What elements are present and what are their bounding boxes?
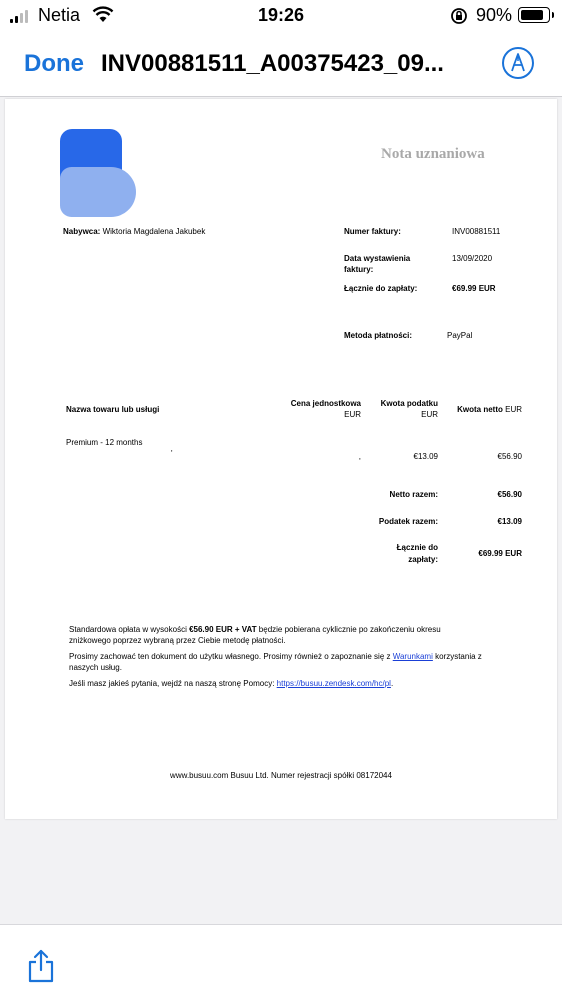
bottom-toolbar xyxy=(0,924,562,1001)
buyer-label: Nabywca: xyxy=(63,227,101,236)
net-total-label: Netto razem: xyxy=(389,490,438,499)
note-recurring-fee xyxy=(69,624,464,646)
tax-total-value: €13.09 xyxy=(497,517,522,526)
column-header-net-currency: EUR xyxy=(505,405,522,414)
item-net: €56.90 xyxy=(497,452,522,461)
issue-date-label-2: faktury: xyxy=(344,265,374,274)
note-text: Prosimy zachować ten dokument do użytku własnego. Prosimy również o zapoznanie się z xyxy=(69,652,393,661)
note-text: Standardowa opłata w wysokości xyxy=(69,625,190,634)
help-link[interactable]: https://busuu.zendesk.com/hc/pl xyxy=(276,679,391,688)
clock: 19:26 xyxy=(257,5,305,25)
navigation-bar xyxy=(0,34,562,97)
grand-total-value: €69.99 EUR xyxy=(478,549,522,558)
tax-total-label: Podatek razem: xyxy=(378,517,438,526)
terms-link[interactable]: Warunkami xyxy=(392,652,433,661)
carrier-name: Netia xyxy=(38,5,81,25)
orientation-lock-icon xyxy=(450,7,468,25)
payment-method-label: Metoda płatności: xyxy=(344,331,413,340)
document-page[interactable] xyxy=(5,99,557,819)
document-footer: www.busuu.com Busuu Ltd. Numer rejestracji spółki 08172044 xyxy=(170,771,392,780)
note-text: . xyxy=(390,679,394,688)
total-due-label: Łącznie do zapłaty: xyxy=(344,284,418,293)
battery-level xyxy=(521,10,543,20)
document-filename: INV00881511_A00375423_09... xyxy=(101,50,444,77)
column-header-tax-currency: EUR xyxy=(421,410,438,419)
item-name: Premium - 12 months xyxy=(66,438,143,447)
buyer-name: Wiktoria Magdalena Jakubek xyxy=(102,227,206,236)
grand-total-label-2: zapłaty: xyxy=(408,555,438,564)
status-bar xyxy=(0,0,562,34)
battery-icon xyxy=(518,7,550,23)
markup-pen-icon xyxy=(510,53,526,73)
net-total-value: €56.90 xyxy=(497,490,522,499)
document-title: Nota uznaniowa xyxy=(381,146,485,162)
column-header-net-label: Kwota netto xyxy=(457,405,503,414)
markup-button[interactable] xyxy=(502,47,534,79)
note-text: będzie pobierana cyklicznie po zakończeniu okresu zniżkowego poprzez wybraną przez Ciebie metodę płatności. xyxy=(69,625,441,645)
item-mark: ' xyxy=(171,449,173,458)
note-price: €56.90 EUR + VAT xyxy=(189,625,257,634)
invoice-number: INV00881511 xyxy=(452,227,501,236)
column-header-unit-price: Cena jednostkowa xyxy=(290,399,361,408)
issue-date: 13/09/2020 xyxy=(452,254,493,263)
note-keep-document xyxy=(69,651,499,673)
share-icon[interactable] xyxy=(27,949,55,983)
busuu-logo xyxy=(60,129,136,217)
column-header-net xyxy=(442,404,522,415)
battery-percent: 90% xyxy=(476,5,513,25)
total-due: €69.99 EUR xyxy=(452,284,496,293)
buyer-line xyxy=(63,226,205,237)
note-help xyxy=(69,678,393,689)
item-tax: €13.09 xyxy=(413,452,438,461)
invoice-number-label: Numer faktury: xyxy=(344,227,401,236)
note-text: korzystania z naszych usług. xyxy=(69,652,482,672)
payment-method: PayPal xyxy=(447,331,473,340)
item-unit-price: , xyxy=(358,452,361,461)
done-button[interactable]: Done xyxy=(24,50,84,77)
note-text: Jeśli masz jakieś pytania, wejdź na naszą stronę Pomocy: xyxy=(69,679,277,688)
issue-date-label: Data wystawienia xyxy=(344,254,411,263)
column-header-unit-price-currency: EUR xyxy=(344,410,361,419)
column-header-item: Nazwa towaru lub usługi xyxy=(66,405,160,414)
grand-total-label: Łącznie do xyxy=(396,543,438,552)
column-header-tax: Kwota podatku xyxy=(380,399,438,408)
